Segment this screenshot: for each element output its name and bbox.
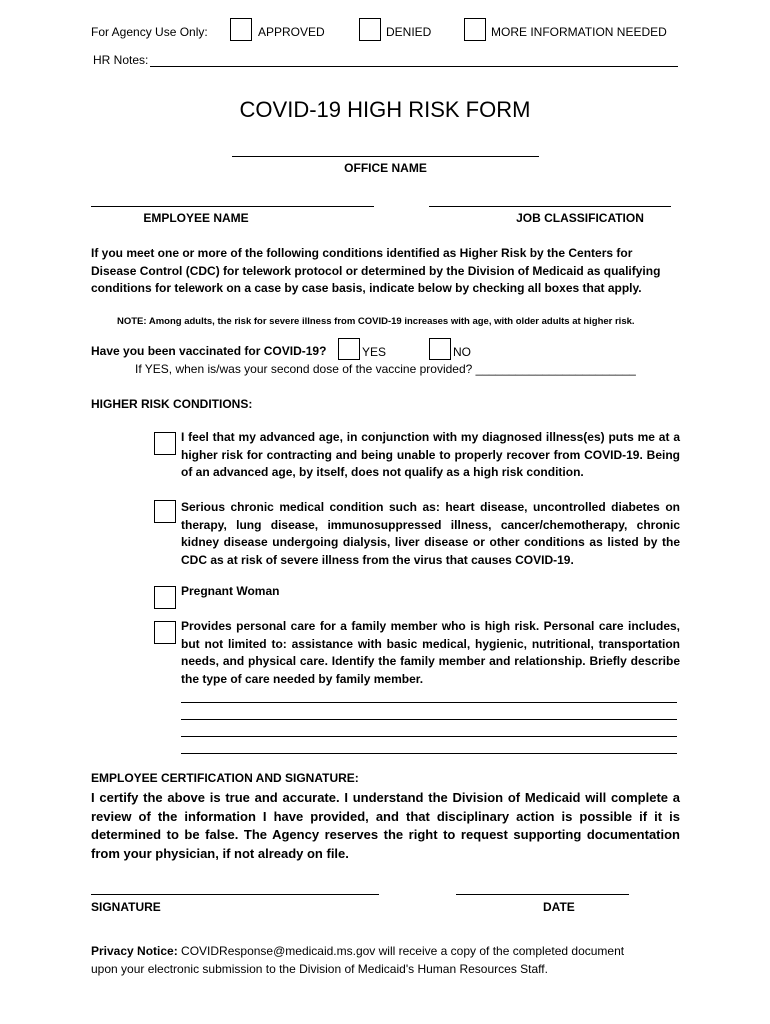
vaccine-question: Have you been vaccinated for COVID-19? [91,344,327,358]
care-description-line[interactable] [181,753,677,754]
employee-name-label: EMPLOYEE NAME [143,211,249,225]
intro-paragraph: If you meet one or more of the following conditions identified as Higher Risk by the Centers for Disease Control (CDC) for telework protocol or determined by the Division of Medicaid as qualifying conditions for telework on a case by case basis, indicate below by checking all boxes that apply. [91,246,661,296]
condition-age-checkbox[interactable] [154,432,176,455]
office-name-line[interactable] [232,156,539,157]
privacy-notice-text-2: upon your electronic submission to the Division of Medicaid's Human Resources Staff. [91,962,548,976]
more-info-label: MORE INFORMATION NEEDED [491,25,667,39]
vaccine-no-checkbox[interactable] [429,338,451,360]
privacy-notice [91,944,624,958]
signature-label: SIGNATURE [91,900,161,914]
condition-chronic-checkbox[interactable] [154,500,176,523]
office-name-label: OFFICE NAME [344,161,427,175]
condition-pregnant-text: Pregnant Woman [181,584,280,598]
care-description-line[interactable] [181,719,677,720]
hr-notes-line[interactable] [150,66,678,67]
job-classification-label: JOB CLASSIFICATION [516,211,644,225]
employee-name-line[interactable] [91,206,374,207]
denied-checkbox[interactable] [359,18,381,41]
date-line[interactable] [456,894,629,895]
condition-pregnant-checkbox[interactable] [154,586,176,609]
vaccine-no-label: NO [453,345,471,359]
privacy-notice-label: Privacy Notice: [91,944,178,958]
care-description-line[interactable] [181,736,677,737]
vaccine-yes-label: YES [362,345,387,359]
second-dose-question: If YES, when is/was your second dose of the vaccine provided? ________________________ [135,362,636,376]
job-classification-line[interactable] [429,206,671,207]
care-description-line[interactable] [181,702,677,703]
certification-heading: EMPLOYEE CERTIFICATION AND SIGNATURE: [91,771,359,785]
condition-caregiver-text: Provides personal care for a family member who is high risk. Personal care includes, but not limited to: assistance with basic medical, hygienic, nutritional, transportation needs, and physical care. Identify the family member and relationship. Briefly describe the type of care needed by family member. [181,619,680,686]
form-title: COVID-19 HIGH RISK FORM [239,97,531,122]
hr-notes-label: HR Notes: [93,53,149,67]
vaccine-yes-checkbox[interactable] [338,338,360,360]
agency-use-label: For Agency Use Only: [91,25,208,39]
denied-label: DENIED [386,25,432,39]
condition-caregiver-checkbox[interactable] [154,621,176,644]
condition-age-text: I feel that my advanced age, in conjunction with my diagnosed illness(es) puts me at a higher risk for contracting and being unable to properly recover from COVID-19. Being of an advanced age, by itself, does not qualify as a high risk condition. [181,430,680,480]
signature-line[interactable] [91,894,379,895]
approved-checkbox[interactable] [230,18,252,41]
certification-text: I certify the above is true and accurate. I understand the Division of Medicaid will complete a review of the information I have provided, and that disciplinary action is possible if it is determined to be false. The Agency reserves the right to request supporting documentation from your physician, if not already on file. [91,790,680,861]
age-note: NOTE: Among adults, the risk for severe illness from COVID-19 increases with age, with older adults at higher risk. [117,316,635,327]
more-info-checkbox[interactable] [464,18,486,41]
condition-chronic-text: Serious chronic medical condition such as: heart disease, uncontrolled diabetes on therapy, lung disease, immunosuppressed illness, cancer/chemotherapy, chronic kidney disease undergoing dialysis, liver disease or other conditions as listed by the CDC as at risk of severe illness from the virus that causes COVID-19. [181,500,680,567]
privacy-notice-text: COVIDResponse@medicaid.ms.gov will receive a copy of the completed document [177,944,625,958]
conditions-heading: HIGHER RISK CONDITIONS: [91,397,253,411]
approved-label: APPROVED [258,25,325,39]
date-label: DATE [543,900,575,914]
